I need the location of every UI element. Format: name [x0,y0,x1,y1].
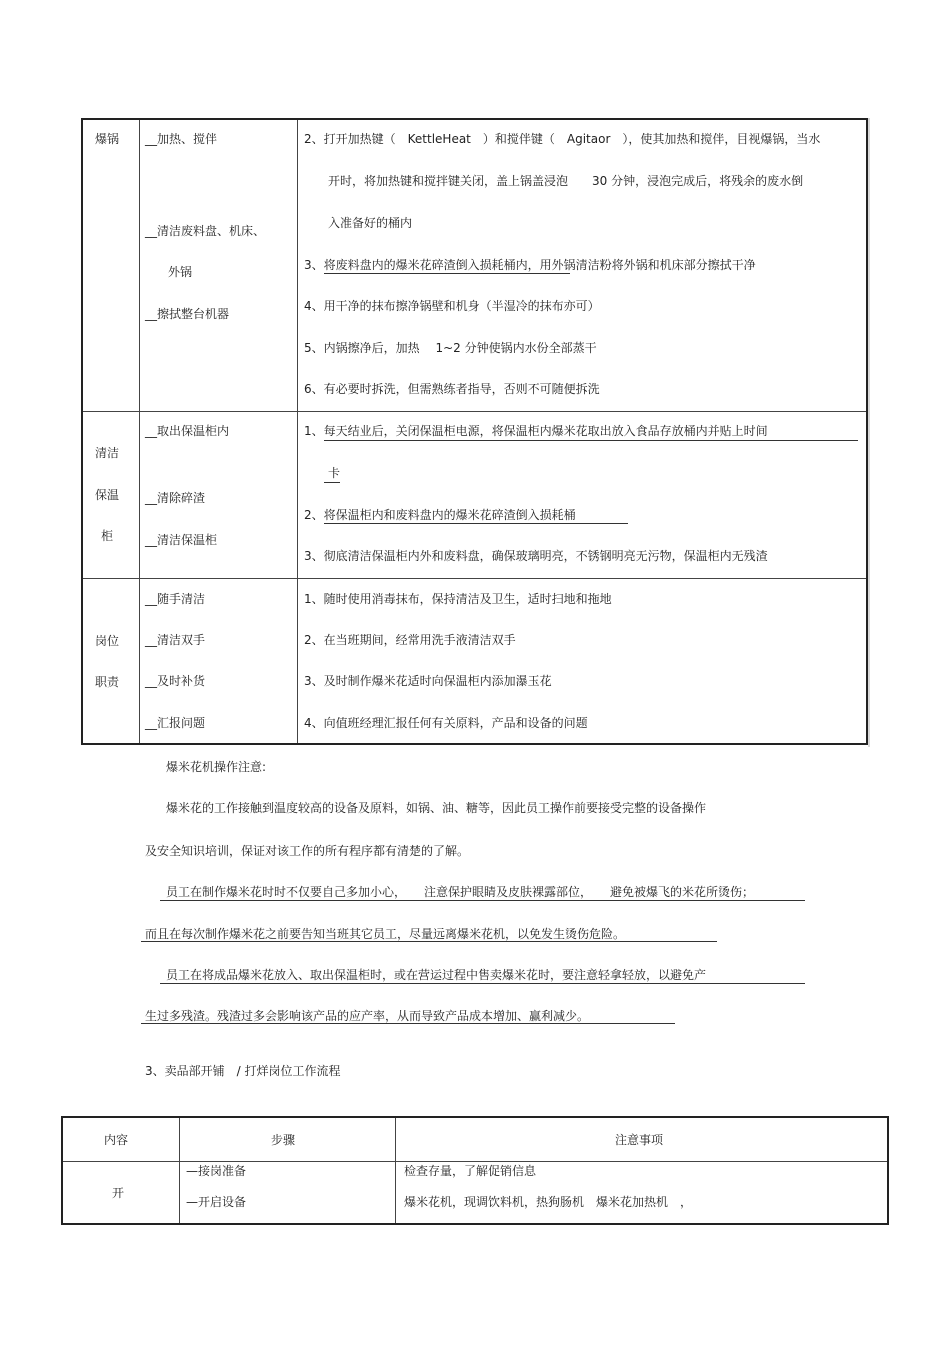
table-header: 注意事项 [615,1133,664,1147]
column-divider [139,120,140,743]
task-item: __汇报问题 [145,716,206,730]
step-text: 2、将保温柜内和废料盘内的爆米花碎渣倒入损耗桶 [304,508,576,522]
step-text: 卡 [328,466,341,480]
table-header: 内容 [104,1133,129,1147]
row-divider [83,578,866,579]
step-text: 1、每天结业后，关闭保温柜电源，将保温柜内爆米花取出放入食品存放桶内并贴上时间 [304,424,768,438]
column-divider [297,120,298,743]
underline [160,983,805,984]
underline [160,900,805,901]
step-text: 开时，将加热键和搅拌键关闭，盖上锅盖浸泡 30 分钟，浸泡完成后，将残余的废水倒 [328,174,804,188]
note-item: 爆米花机，现调饮料机，热狗肠机 爆米花加热机 ， [404,1195,693,1209]
step-text: 4、向值班经理汇报任何有关原料，产品和设备的问题 [304,716,588,730]
step-text: 6、有必要时拆洗，但需熟练者指导，否则不可随便拆洗 [304,382,600,396]
category-cell: 爆锅 [95,132,120,146]
task-item: __清除碎渣 [145,491,206,505]
paragraph-line: 而且在每次制作爆米花之前要告知当班其它员工，尽量远离爆米花机，以免发生烫伤危险。 [145,927,626,941]
step-text: 2、在当班期间，经常用洗手液清洁双手 [304,633,516,647]
paragraph-line: 员工在将成品爆米花放入、取出保温柜时，或在营运过程中售卖爆米花时，要注意轻拿轻放，以避免产 [166,968,707,982]
task-item: __清洁双手 [145,633,206,647]
category-cell: 岗位 [95,634,120,648]
step-text: 2、打开加热键（ KettleHeat ）和搅伴键（ Agitaor ），使其加热和搅伴，目视爆锅，当水 [304,132,821,146]
underline [141,941,717,942]
underline [324,273,570,274]
underline [324,482,340,483]
task-item: 外锅 [168,265,193,279]
step-text: 入准备好的桶内 [328,216,413,230]
task-item: __取出保温柜内 [145,424,230,438]
step-item: —接岗准备 [186,1164,247,1178]
section-title: 3、卖品部开铺 / 打烊岗位工作流程 [145,1064,341,1078]
column-divider [179,1118,180,1223]
step-item: —开启设备 [186,1195,247,1209]
category-cell: 职责 [95,675,120,689]
table-shadow [868,118,870,747]
content-cell: 开 [112,1186,125,1200]
step-text: 5、内锅擦净后，加热 1~2 分钟使锅内水份全部蒸干 [304,341,597,355]
note-item: 检查存量，了解促销信息 [404,1164,537,1178]
step-text: 3、彻底清洁保温柜内外和废料盘，确保玻璃明亮，不锈钢明亮无污物，保温柜内无残渣 [304,549,768,563]
step-text: 3、将废料盘内的爆米花碎渣倒入损耗桶内，用外锅清洁粉将外锅和机床部分擦拭干净 [304,258,756,272]
underline [324,523,628,524]
task-item: __及时补货 [145,674,206,688]
step-text: 3、及时制作爆米花适时向保温柜内添加瀑玉花 [304,674,552,688]
category-cell: 清洁 [95,446,120,460]
column-divider [395,1118,396,1223]
task-item: __随手清洁 [145,592,206,606]
category-cell: 柜 [101,529,114,543]
paragraph-line: 及安全知识培训，保证对该工作的所有程序都有清楚的了解。 [145,844,470,858]
table-header: 步骤 [271,1133,296,1147]
underline [141,1023,675,1024]
step-text: 1、随时使用消毒抹布，保持清洁及卫生，适时扫地和拖地 [304,592,612,606]
underline [324,440,858,441]
paragraph-line: 爆米花的工作接触到温度较高的设备及原料，如锅、油、糖等，因此员工操作前要接受完整的设备操作 [166,801,707,815]
task-item: __清洁废料盘、机床、 [145,224,266,238]
paragraph-line: 生过多残渣。残渣过多会影响该产品的应产率，从而导致产品成本增加、赢利减少。 [145,1009,590,1023]
task-item: __加热、搅伴 [145,132,218,146]
task-item: __清洁保温柜 [145,533,218,547]
category-cell: 保温 [95,488,120,502]
paragraph-line: 员工在制作爆米花时时不仅要自己多加小心， 注意保护眼睛及皮肤裸露部位， 避免被爆飞的米花所烫伤； [166,885,755,899]
notes-heading: 爆米花机操作注意: [166,760,267,774]
task-item: __擦拭整台机器 [145,307,230,321]
step-text: 4、用干净的抹布擦净锅壁和机身（半湿冷的抹布亦可） [304,299,600,313]
row-divider [83,411,866,412]
